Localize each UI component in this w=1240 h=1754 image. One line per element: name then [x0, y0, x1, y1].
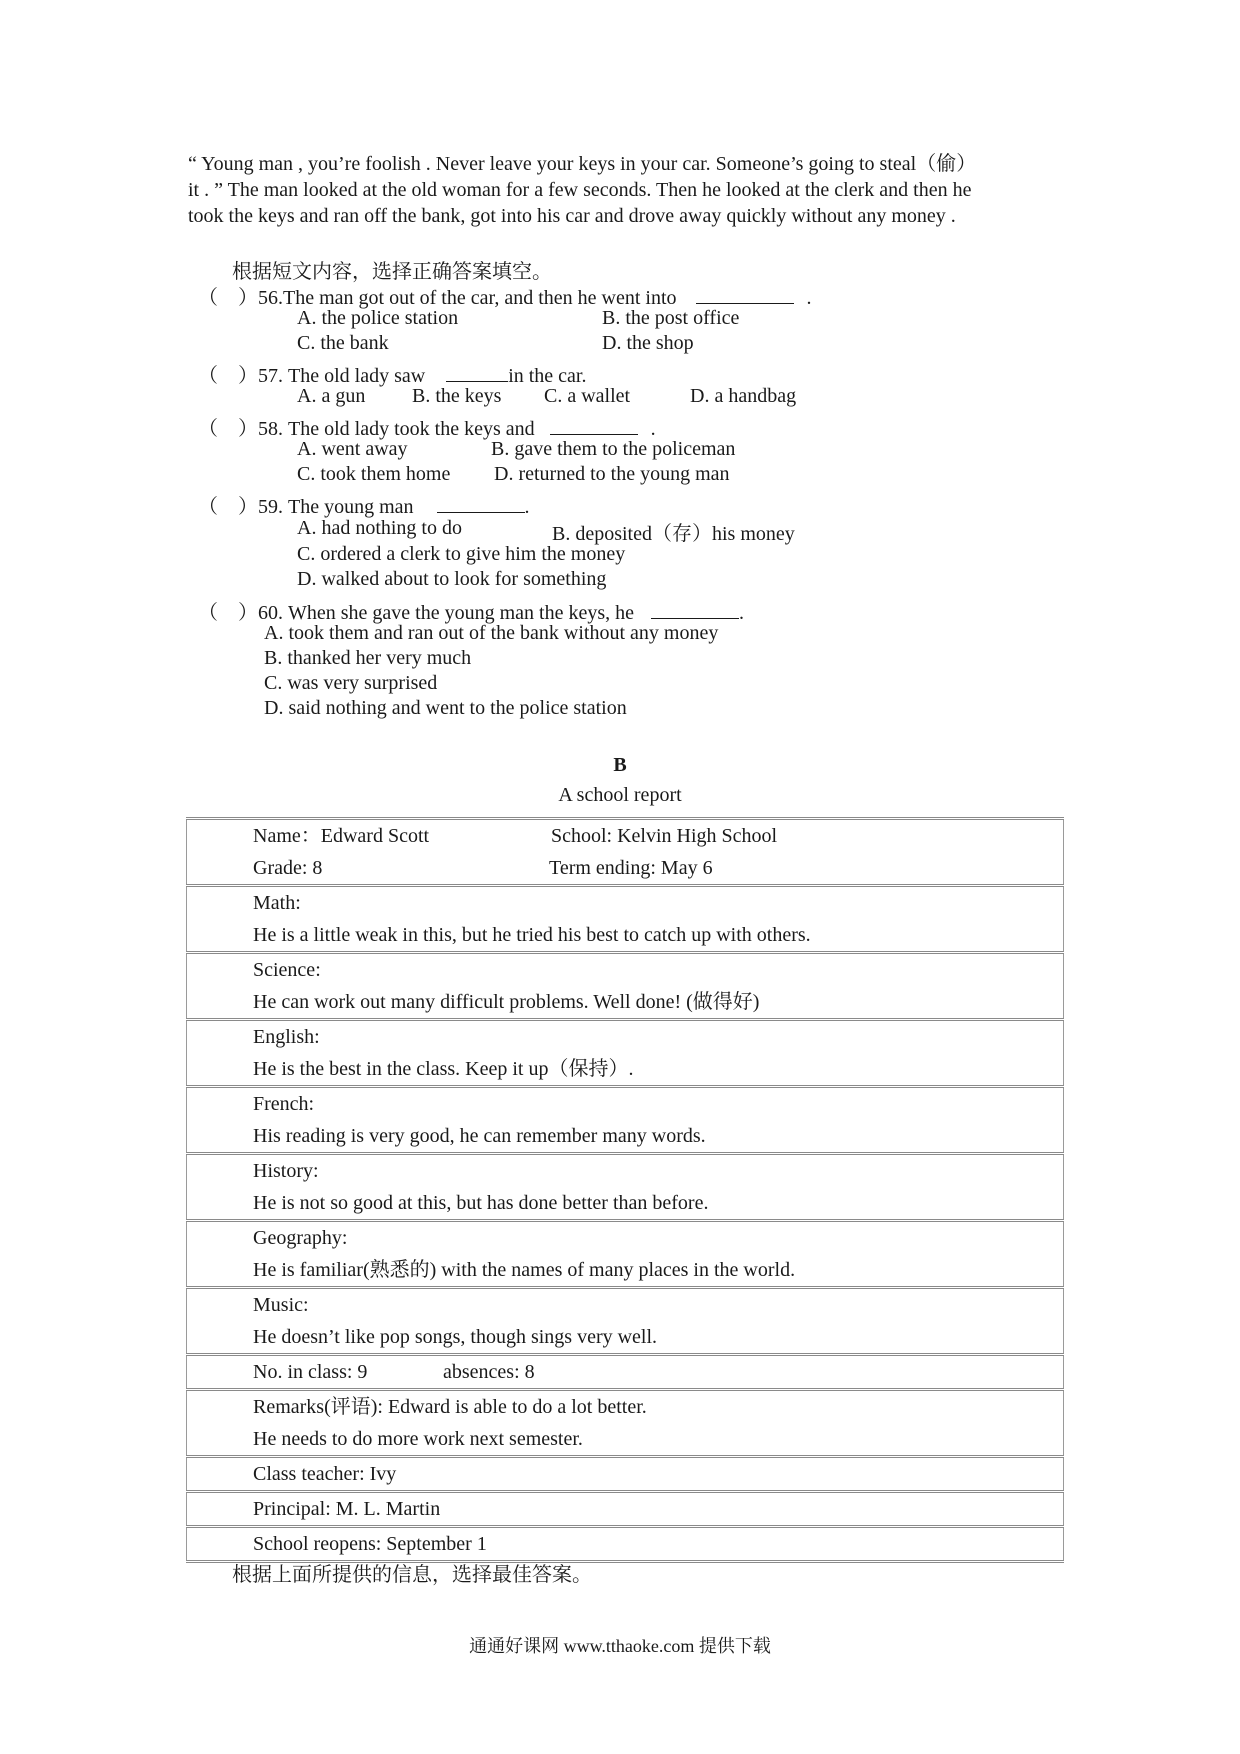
passage-line: “ Young man , you’re foolish . Never leave your keys in your car. Someone’s going to steal（偷） [188, 153, 977, 175]
report-header-line [253, 852, 1063, 884]
question-57: （ ）57. The old lady saw in the car. [198, 365, 587, 387]
option-c: C. the bank [297, 332, 389, 354]
option-a: A. the police station [297, 307, 459, 329]
question-59: （ ）59. The young man . [198, 496, 530, 518]
section-letter: B [613, 754, 627, 776]
report-title: A school report [558, 784, 682, 806]
subject-comment: He is a little weak in this, but he tried his best to catch up with others. [253, 924, 811, 946]
option-a: A. had nothing to do [297, 517, 462, 539]
option-c: C. ordered a clerk to give him the money [297, 543, 626, 565]
option-c: C. took them home [297, 463, 451, 485]
subject-comment: He is familiar(熟悉的) with the names of many places in the world. [253, 1259, 796, 1281]
option-b: B. gave them to the policeman [491, 438, 736, 460]
principal: Principal: M. L. Martin [253, 1498, 441, 1520]
subject-comment: His reading is very good, he can remember many words. [253, 1125, 706, 1147]
reopens-row [187, 1527, 1064, 1562]
option-d: D. said nothing and went to the police station [264, 697, 627, 719]
answer-blank [446, 363, 508, 382]
subject-row [187, 1154, 1064, 1221]
school-reopens: School reopens: September 1 [253, 1533, 487, 1555]
principal-row [187, 1492, 1064, 1527]
option-d: D. a handbag [690, 385, 797, 407]
term-ending: Term ending: May 6 [549, 857, 713, 879]
option-a: A. a gun [297, 385, 366, 407]
question-60: （ ）60. When she gave the young man the keys, he . [198, 602, 745, 624]
subject-name: Math: [253, 892, 301, 914]
question-stem: 60. When she gave the young man the keys, he [258, 602, 635, 624]
option-a: A. went away [297, 438, 408, 460]
option-c: C. a wallet [544, 385, 631, 407]
class-stats-row [187, 1355, 1064, 1390]
remarks-row [187, 1390, 1064, 1457]
option-d: D. walked about to look for something [297, 568, 607, 590]
subject-row [187, 1020, 1064, 1087]
option-d: D. the shop [602, 332, 694, 354]
school-name: School: Kelvin High School [551, 825, 778, 847]
subject-row [187, 1288, 1064, 1355]
subject-name: History: [253, 1160, 319, 1182]
answer-paren: （ ） [198, 365, 258, 387]
option-d: D. returned to the young man [494, 463, 730, 485]
remarks-line: Remarks(评语): Edward is able to do a lot better. [253, 1396, 647, 1418]
class-teacher-row [187, 1457, 1064, 1492]
subject-row [187, 886, 1064, 953]
passage-line: it . ” The man looked at the old woman for a few seconds. Then he looked at the clerk and then he [188, 179, 972, 201]
subject-row [187, 953, 1064, 1020]
question-stem: 58. The old lady took the keys and [258, 418, 535, 440]
answer-blank [437, 494, 525, 513]
answer-paren: （ ） [198, 287, 258, 309]
answer-paren: （ ） [198, 418, 258, 440]
option-b: B. thanked her very much [264, 647, 472, 669]
question-stem: 57. The old lady saw [258, 365, 426, 387]
school-report-table [186, 817, 1064, 1563]
report-header-row [187, 819, 1064, 886]
question-56: （ ）56.The man got out of the car, and then he went into . [198, 287, 812, 309]
answer-blank [696, 285, 794, 304]
subject-name: English: [253, 1026, 320, 1048]
question-58: （ ）58. The old lady took the keys and . [198, 418, 656, 440]
subject-row [187, 1087, 1064, 1154]
page-footer: 通通好课网 www.tthaoke.com 提供下载 [469, 1636, 771, 1656]
subject-comment: He can work out many difficult problems. Well done! (做得好) [253, 991, 760, 1013]
option-a: A. took them and ran out of the bank without any money [264, 622, 719, 644]
instruction-b: 根据上面所提供的信息，选择最佳答案。 [232, 1564, 592, 1586]
report-header-line [253, 820, 1063, 852]
class-number: No. in class: 9 [253, 1361, 368, 1383]
subject-comment: He is not so good at this, but has done better than before. [253, 1192, 709, 1214]
answer-paren: （ ） [198, 496, 258, 518]
option-b: B. the post office [602, 307, 740, 329]
question-stem: 59. The young man [258, 496, 414, 518]
student-name: Name：Edward Scott [253, 825, 430, 847]
subject-name: Music: [253, 1294, 309, 1316]
option-b: B. the keys [412, 385, 502, 407]
subject-name: Geography: [253, 1227, 348, 1249]
subject-comment: He doesn’t like pop songs, though sings very well. [253, 1326, 658, 1348]
reading-passage [188, 151, 1068, 229]
absences: absences: 8 [443, 1361, 535, 1383]
grade: Grade: 8 [253, 857, 323, 879]
subject-comment: He is the best in the class. Keep it up（保持）. [253, 1058, 634, 1080]
option-b: B. deposited（存）his money [552, 523, 795, 545]
answer-blank [651, 600, 739, 619]
answer-blank [550, 416, 638, 435]
option-c: C. was very surprised [264, 672, 438, 694]
question-stem: 56.The man got out of the car, and then he went into [258, 287, 677, 309]
answer-paren: （ ） [198, 602, 258, 624]
instruction-a: 根据短文内容，选择正确答案填空。 [232, 261, 552, 283]
subject-name: Science: [253, 959, 321, 981]
passage-line: took the keys and ran off the bank, got into his car and drove away quickly without any money . [188, 205, 956, 227]
subject-name: French: [253, 1093, 315, 1115]
subject-row [187, 1221, 1064, 1288]
remarks-line: He needs to do more work next semester. [253, 1428, 583, 1450]
class-teacher: Class teacher: Ivy [253, 1463, 397, 1485]
